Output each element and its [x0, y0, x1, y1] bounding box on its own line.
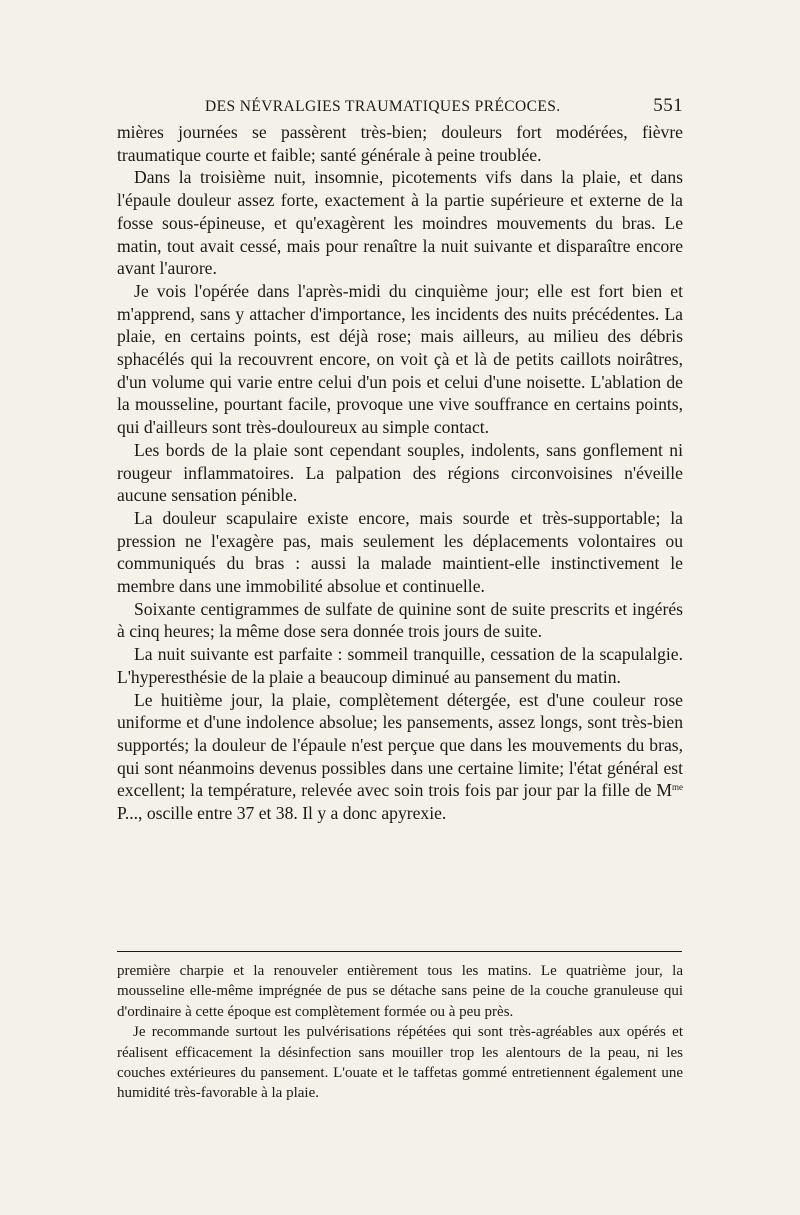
paragraph: mières journées se passèrent très-bien; douleurs fort modérées, fièvre traumatique courte et faible; santé générale à peine troublée. [117, 122, 683, 165]
paragraph [117, 689, 683, 825]
paragraph: La nuit suivante est parfaite : sommeil tranquille, cessation de la scapulalgie. L'hyperesthésie de la plaie a beaucoup diminué au pansement du matin. [117, 644, 683, 687]
footnote: Je recommande surtout les pulvérisations répétées qui sont très-agréables aux opérés et réalisent efficacement la désinfection sans mouiller trop les alentours de la peau, ni les couches extérieures du pansement. L'ouate et le taffetas gommé entretiennent également une humidité très-favorable à la plaie. [117, 1024, 683, 1102]
paragraph: Les bords de la plaie sont cependant souples, indolents, sans gonflement ni rougeur inflammatoires. La palpation des régions circonvoisines n'éveille aucune sensation pénible. [117, 439, 683, 506]
paragraph: Soixante centigrammes de sulfate de quinine sont de suite prescrits et ingérés à cinq heures; la même dose sera donnée trois jours de suite. [117, 598, 683, 642]
paragraph: La douleur scapulaire existe encore, mais sourde et très-supportable; la pression ne l'exagère pas, mais seulement les déplacements volontaires ou communiqués du bras : aussi la malade maintient-elle instinctivement le membre dans une immobilité absolue et continuelle. [117, 507, 683, 597]
footnote: première charpie et la renouveler entièrement tous les matins. Le quatrième jour, la mousseline elle-même imprégnée de pus se détache sans peine de la couche granuleuse qui d'ordinaire à cette époque est complètement formée ou à peu près. [117, 963, 683, 1020]
page-number: 551 [653, 95, 683, 116]
paragraph: Dans la troisième nuit, insomnie, picotements vifs dans la plaie, et dans l'épaule douleur assez forte, exactement à la partie supérieure et externe de la fosse sous-épineuse, et qu'exagèrent les moindres mouvements du bras. Le matin, tout avait cessé, mais pour renaître la nuit suivante et disparaître encore avant l'aurore. [117, 167, 683, 279]
paragraph-text-end: P..., oscille entre 37 et 38. Il y a donc apyrexie. [117, 803, 447, 824]
running-title: DES NÉVRALGIES TRAUMATIQUES PRÉCOCES. [205, 98, 561, 115]
paragraph: Je vois l'opérée dans l'après-midi du cinquième jour; elle est fort bien et m'apprend, sans y attacher d'importance, les incidents des nuits précédentes. La plaie, en certains points, est déjà rose; mais ailleurs, au milieu des débris sphacélés qui la recouvrent encore, on voit çà et là de petits caillots noirâtres, d'un volume qui varie entre celui d'un pois et celui d'une noisette. L'ablation de la mousseline, pourtant facile, provoque une vive souffrance en certains points, qui d'ailleurs sont très-douloureux au simple contact. [117, 280, 683, 438]
footnotes [117, 961, 683, 1104]
footnote-rule [117, 951, 682, 952]
paragraph-text: Le huitième jour, la plaie, complètement détergée, est d'une couleur rose uniforme et d'une indolence absolue; les pansements, assez longs, sont très-bien supportés; la douleur de l'épaule n'est perçue que dans les mouvements du bras, qui sont néanmoins devenus possibles dans une certaine limite; l'état général est excellent; la température, relevée avec soin trois fois par jour par la fille de M [117, 689, 683, 801]
superscript-me: me [672, 782, 683, 793]
main-text [117, 121, 683, 825]
